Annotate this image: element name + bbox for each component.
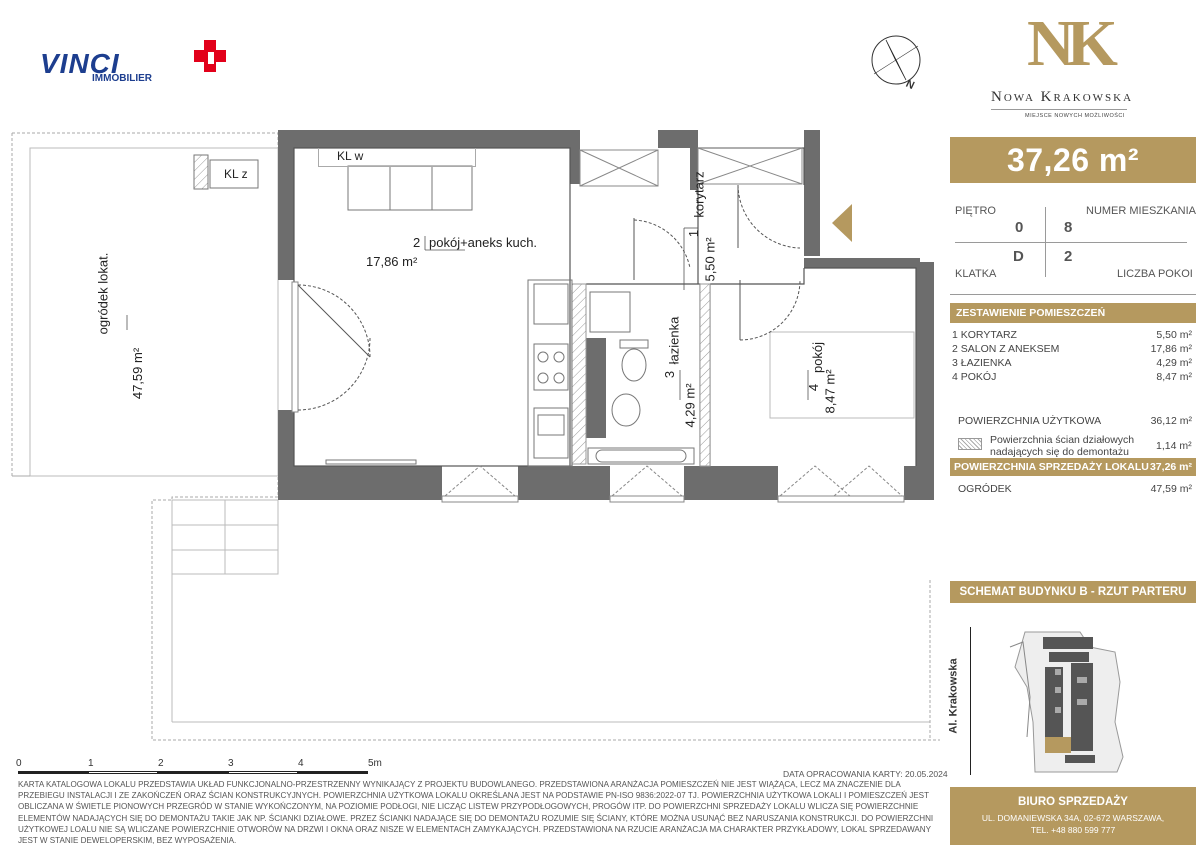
building-schema-title: SCHEMAT BUDYNKU B - RZUT PARTERU [950, 581, 1196, 603]
vinci-name: VINCI [40, 48, 120, 79]
scale-tick-1: 1 [88, 758, 94, 769]
usable-area-value: 36,12 m² [1150, 415, 1192, 427]
project-name-rule [991, 109, 1127, 110]
room-row-3 [952, 357, 1192, 369]
room3-name: łazienka [666, 316, 682, 365]
room3-area: 4,29 m² [682, 383, 698, 428]
room1-number: 1 [686, 229, 702, 238]
garden-name: ogródek lokat. [95, 252, 111, 335]
sales-office-address: UL. DOMANIEWSKA 34A, 02-672 WARSZAWA, [981, 813, 1165, 823]
garden-label: OGRÓDEK [958, 483, 1012, 495]
date-line: DATA OPRACOWANIA KARTY: 20.05.2024 [783, 769, 948, 779]
garden-terrace [30, 148, 278, 476]
sales-office-title: BIURO SPRZEDAŻY [1018, 796, 1128, 808]
room4-name: pokój [810, 341, 826, 374]
rooms-summary-title: ZESTAWIENIE POMIESZCZEŃ [950, 303, 1196, 323]
windows [442, 466, 904, 502]
walls-label-2: nadających się do demontażu [990, 446, 1129, 458]
project-name: Nowa Krakowska [991, 89, 1134, 105]
total-area-badge: 37,26 m² [950, 137, 1196, 183]
room2-area: 17,86 m² [366, 254, 418, 269]
sales-office-phone: TEL. +48 880 599 777 [1030, 825, 1116, 835]
scale-tick-2: 2 [158, 758, 164, 769]
vinci-sub: IMMOBILIER [92, 73, 152, 84]
room-row-1 [952, 329, 1192, 341]
sale-area-bar [950, 458, 1196, 476]
walls-label-1: Powierzchnia ścian działowych [990, 434, 1135, 446]
garden-steps [172, 500, 278, 574]
disclaimer: KARTA KATALOGOWA LOKALU PRZEDSTAWIA UKŁAD FUNKCJONALNO-PRZESTRZENNY WYNIKAJĄCY Z PROJEKTU BUDOWLANEGO. PRZEDSTAWIONA ARANŻACJA POMIESZCZEŃ NIE JEST WIĄŻĄCA, LECZ MA ZNACZENIE DLA PRZEBIEGU INSTALACJI I ZE ZAKOŃCZEŃ ORAZ ŚCIAN KONSTRUKCYJNYCH. POWIERZCHNIA UŻYTKOWA LOKALU OKREŚLANA JEST NA PODSTAWIE PN-ISO 9836:2022-07 TJ. POWIERZCHNIA UŻYTKOWA LOKALI I POMIESZCZEŃ JEST OBLICZANA W ŚWIETLE PIONOWYCH PRZEGRÓD W STANIE WYKOŃCZONYM, NA POZIOMIE PODŁOGI, NIE LICZĄC LISTEW PRZYPODŁOGOWYCH, PROGÓW ITP. DO POWIERZCHNI SPRZEDAŻY LOKALU WLICZA SIĘ POWIERZCHNIE ELEMENTÓW NADAJĄCYCH SIĘ DO DEMONTAŻU TAKIE JAK NP. ŚCIANKI DZIAŁOWE. PRZEZ ŚCIANKI NADAJĄCE SIĘ DO DEMONTAŻU ROZUMIE SIĘ ŚCIANY, KTÓRE MOŻNA USUNĄĆ BEZ NARUSZANIA KONSTRUKCJI. DO POWIERZCHNI UŻYTKOWEJ LOALU NIE SĄ WLICZANE POWIERZCHNIE OTWORÓW NA DRZWI I OKNA ORAZ NISZE W ELEMENTACH ZAMYKAJĄCYCH. PRZEDSTAWIONA NA RZUCIE ARANŻACJA MA CHARAKTER PRZYKŁADOWY, LOKAL SPRZEDAWANY JEST W STANIE DEWELOPERSKIM, BEZ WYPOSAŻENIA. [18, 780, 934, 846]
room-row-2 [952, 343, 1192, 355]
doors [292, 185, 800, 412]
stair-value: D [1013, 248, 1024, 265]
stair-label: KLATKA [955, 268, 997, 280]
scale-bar [16, 758, 382, 778]
room1-name: korytarz [691, 171, 707, 218]
kitchen-unit [194, 155, 572, 466]
unit-highlight [1045, 737, 1071, 753]
garden-row [958, 483, 1192, 495]
garden-outline [12, 133, 940, 740]
garden-area: 47,59 m² [130, 347, 146, 400]
floor-value: 0 [1015, 219, 1024, 236]
kl-w-label: KL w [318, 148, 476, 167]
street-label: Al. Krakowska [947, 658, 960, 734]
sale-area-value: 37,26 m² [1149, 461, 1192, 473]
project-monogram: NK [1027, 7, 1110, 80]
walls-label [990, 434, 1134, 458]
room-row-1-name: 1 KORYTARZ [952, 329, 1017, 341]
room-row-4-name: 4 POKÓJ [952, 371, 997, 383]
scale-tick-0: 0 [16, 758, 22, 769]
room2-name: pokój+aneks kuch. [429, 235, 538, 250]
compass-north-letter: N [903, 77, 917, 93]
room4-area: 8,47 m² [822, 369, 838, 414]
scale-tick-5: 5m [368, 758, 382, 769]
room3-number: 3 [662, 370, 678, 379]
room-row-2-area: 17,86 m² [1150, 343, 1192, 355]
nowa-krakowska-logo [985, 7, 1135, 122]
garden-value: 47,59 m² [1150, 483, 1192, 495]
walls-value: 1,14 m² [1156, 440, 1192, 452]
room-row-1-area: 5,50 m² [1156, 329, 1192, 341]
hatch-pattern-icon [958, 438, 982, 450]
room-row-3-name: 3 ŁAZIENKA [952, 357, 1012, 369]
rooms-value: 2 [1064, 248, 1073, 265]
usable-area-label: POWIERZCHNIA UŻYTKOWA [958, 415, 1102, 427]
room-row-2-name: 2 SALON Z ANEKSEM [952, 343, 1060, 355]
room-row-4 [952, 371, 1192, 383]
project-tagline: MIEJSCE NOWYCH MOŻLIWOŚCI [1025, 113, 1125, 119]
scale-tick-4: 4 [298, 758, 304, 769]
usable-area-row [958, 415, 1192, 427]
scale-tick-3: 3 [228, 758, 234, 769]
room-row-4-area: 8,47 m² [1156, 371, 1192, 383]
demountable-wall [572, 284, 586, 464]
floor-label: PIĘTRO [955, 205, 996, 217]
unit-number-value: 8 [1064, 219, 1073, 236]
room4-furniture [770, 332, 914, 418]
room1-area: 5,50 m² [702, 237, 718, 282]
building-schema-map [1005, 627, 1125, 777]
entrance-arrow-icon [832, 204, 852, 242]
unit-number-label: NUMER MIESZKANIA [1086, 205, 1197, 217]
room4-number: 4 [806, 383, 822, 392]
demountable-wall [700, 284, 710, 466]
sales-office-box [950, 787, 1196, 845]
sale-area-label: POWIERZCHNIA SPRZEDAŻY LOKALU [954, 461, 1149, 473]
room2-number: 2 [413, 235, 421, 250]
kl-z-label: KL z [224, 167, 248, 181]
room-row-3-area: 4,29 m² [1156, 357, 1192, 369]
rooms-label: LICZBA POKOI [1117, 268, 1193, 280]
